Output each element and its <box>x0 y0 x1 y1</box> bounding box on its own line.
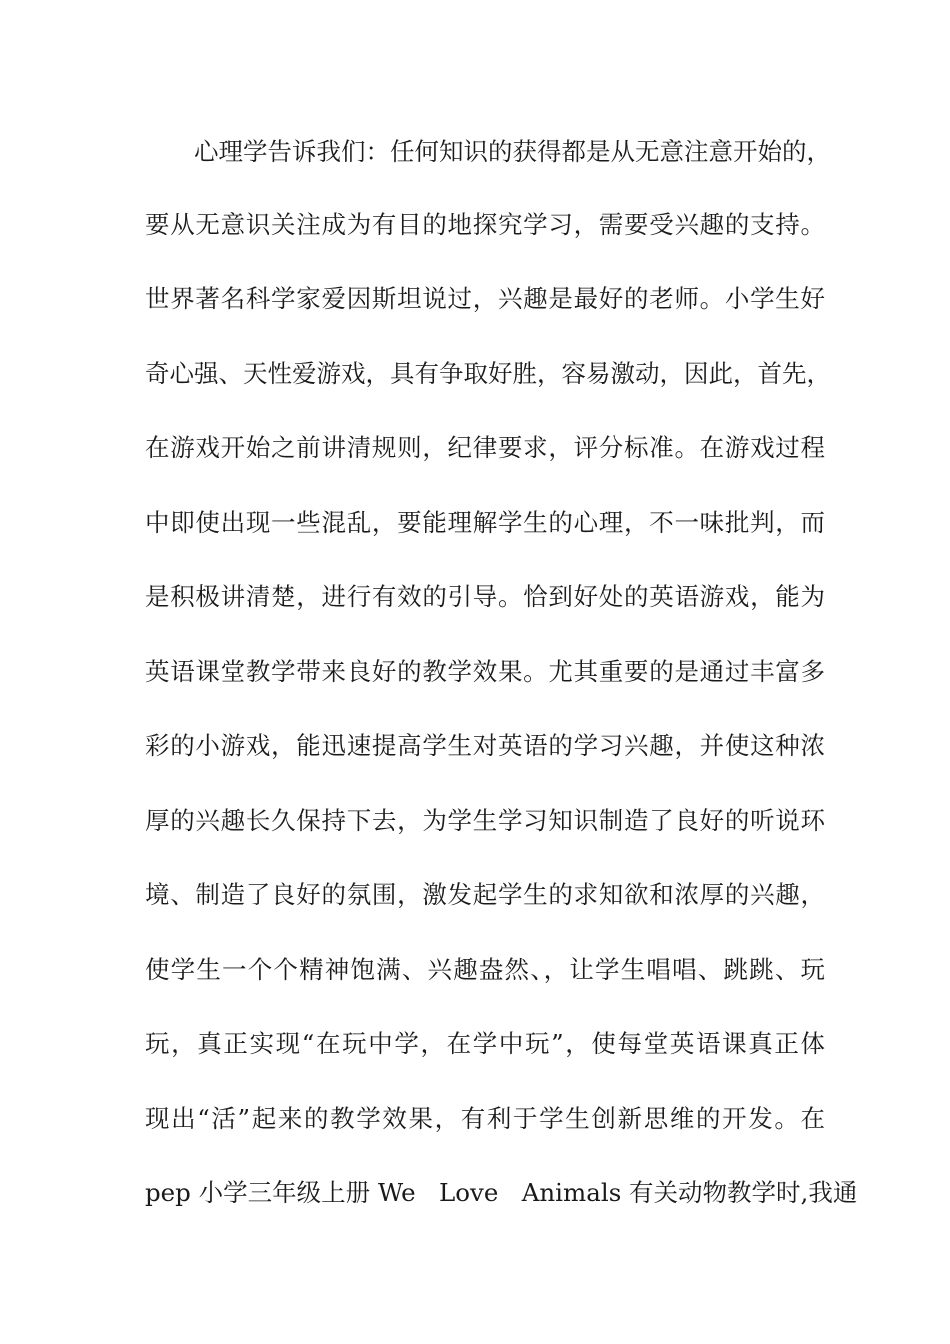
paragraph-line-2: 要从无意识关注成为有目的地探究学习，需要受兴趣的支持。 <box>145 210 825 239</box>
paragraph-line-3: 世界著名科学家爱因斯坦说过，兴趣是最好的老师。小学生好 <box>145 284 825 313</box>
paragraph-line-6: 中即使出现一些混乱，要能理解学生的心理，不一味批判，而 <box>145 508 825 537</box>
paragraph-line-13: 玩，真正实现“在玩中学，在学中玩”，使每堂英语课真正体 <box>145 1029 825 1058</box>
paragraph-line-5: 在游戏开始之前讲清规则，纪律要求，评分标准。在游戏过程 <box>145 433 825 462</box>
paragraph-line-1: 心理学告诉我们：任何知识的获得都是从无意注意开始的， <box>194 137 831 166</box>
paragraph-line-15: pep 小学三年级上册 We Love Animals 有关动物教学时,我通 <box>145 1178 858 1207</box>
paragraph-line-12: 使学生一个个精神饱满、兴趣盎然、，让学生唱唱、跳跳、玩 <box>145 955 825 984</box>
paragraph-line-7: 是积极讲清楚，进行有效的引导。恰到好处的英语游戏，能为 <box>145 582 825 611</box>
paragraph-line-11: 境、制造了良好的氛围，激发起学生的求知欲和浓厚的兴趣， <box>145 880 825 909</box>
paragraph-line-9: 彩的小游戏，能迅速提高学生对英语的学习兴趣，并使这种浓 <box>145 731 825 760</box>
paragraph-line-10: 厚的兴趣长久保持下去，为学生学习知识制造了良好的听说环 <box>145 806 825 835</box>
paragraph-line-8: 英语课堂教学带来良好的教学效果。尤其重要的是通过丰富多 <box>145 657 825 686</box>
paragraph-line-4: 奇心强、天性爱游戏，具有争取好胜，容易激动，因此，首先， <box>145 359 831 388</box>
paragraph-line-14: 现出“活”起来的教学效果，有利于学生创新思维的开发。在 <box>145 1104 825 1133</box>
